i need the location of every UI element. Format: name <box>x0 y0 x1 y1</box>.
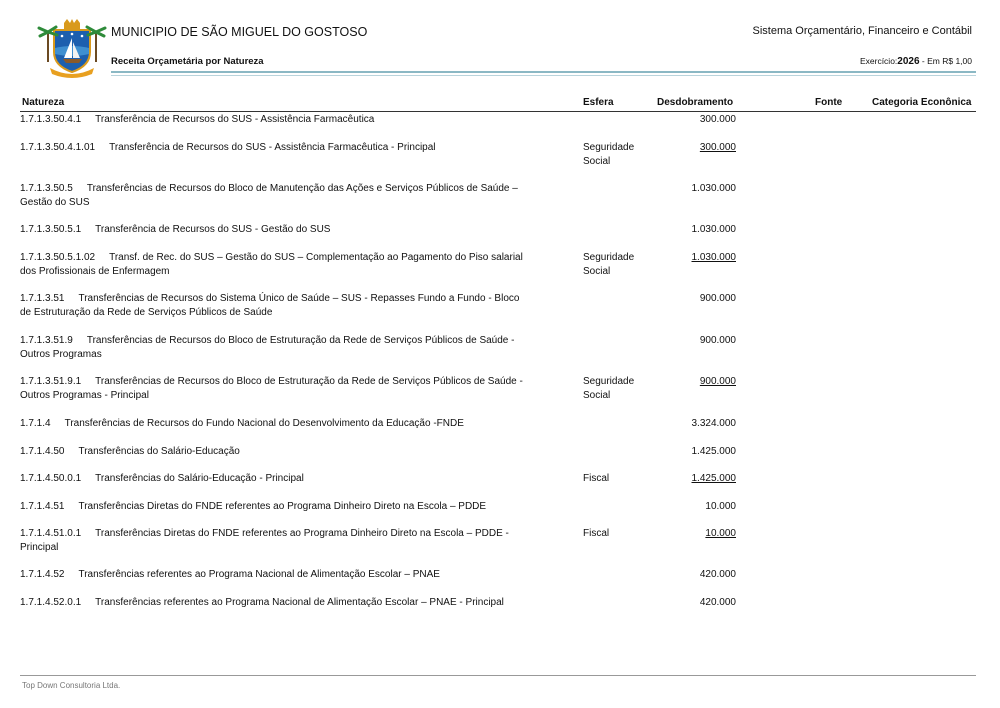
row-description: Transf. de Rec. do SUS – Gestão do SUS – Complementação ao Pagamento do Piso salarial dos Profissionais de Enfermagem <box>20 252 523 277</box>
row-description: Transferências Diretas do FNDE referentes ao Programa Dinheiro Direto na Escola – PDDE <box>78 501 487 512</box>
row-desdobramento-value <box>660 527 736 541</box>
currency-note: - Em R$ 1,00 <box>921 56 972 66</box>
row-value-text: 420.000 <box>699 569 736 580</box>
system-name: Sistema Orçamentário, Financeiro e Contábil <box>752 25 972 37</box>
table-row <box>20 445 980 459</box>
row-description: Transferência de Recursos do SUS - Assistência Farmacêutica - Principal <box>109 142 436 153</box>
municipality-name: MUNICIPIO DE SÃO MIGUEL DO GOSTOSO <box>111 25 368 39</box>
row-code: 1.7.1.3.51.9.1 <box>20 376 82 387</box>
row-value-text: 300.000 <box>699 142 736 153</box>
row-value-text: 10.000 <box>705 528 736 539</box>
row-value-text: 1.030.000 <box>691 252 736 263</box>
row-value-text: 10.000 <box>705 501 736 512</box>
row-natureza <box>20 141 530 155</box>
row-value-text: 420.000 <box>699 597 736 608</box>
row-code: 1.7.1.3.50.5 <box>20 183 73 194</box>
table-row <box>20 527 980 555</box>
row-desdobramento-value <box>660 251 736 265</box>
row-code: 1.7.1.3.51 <box>20 293 65 304</box>
exercise-label: Exercício: <box>859 56 898 66</box>
row-desdobramento-value <box>660 334 736 348</box>
column-header-categoria: Categoria Econônica <box>872 97 972 108</box>
row-description: Transferências de Recursos do Bloco de Manutenção das Ações e Serviços Públicos de Saúde – Gestão do SUS <box>20 183 518 208</box>
header-divider-secondary <box>111 75 976 76</box>
row-code: 1.7.1.3.50.5.1.02 <box>20 252 96 263</box>
row-description: Transferências de Recursos do Bloco de Estruturação da Rede de Serviços Públicos de Saúde - Outros Programas - Principal <box>20 376 523 401</box>
row-value-text: 1.425.000 <box>691 473 736 484</box>
row-value-text: 300.000 <box>699 114 736 125</box>
table-row <box>20 334 980 362</box>
row-value-text: 900.000 <box>699 376 736 387</box>
row-description: Transferências de Recursos do Sistema Único de Saúde – SUS - Repasses Fundo a Fundo - Bloco de Estruturação da Rede de Serviços Públicos de Saúde <box>20 293 520 318</box>
row-natureza <box>20 292 530 320</box>
column-header-divider <box>20 111 976 112</box>
table-row <box>20 251 980 279</box>
row-natureza <box>20 251 530 279</box>
row-desdobramento-value <box>660 292 736 306</box>
footer-divider <box>20 675 976 676</box>
row-value-text: 900.000 <box>699 293 736 304</box>
row-natureza <box>20 472 530 486</box>
exercise-info <box>860 56 972 67</box>
row-description: Transferências do Salário-Educação - Principal <box>95 473 304 484</box>
row-natureza <box>20 596 530 610</box>
municipal-coat-of-arms-icon <box>36 18 108 80</box>
row-code: 1.7.1.4.52 <box>20 569 65 580</box>
report-title: Receita Orçametária por Natureza <box>111 56 264 67</box>
row-code: 1.7.1.4.52.0.1 <box>20 597 82 608</box>
row-value-text: 1.030.000 <box>691 224 736 235</box>
row-natureza <box>20 334 530 362</box>
row-description: Transferências Diretas do FNDE referentes ao Programa Dinheiro Direto na Escola – PDDE - Principal <box>20 528 509 553</box>
row-desdobramento-value <box>660 417 736 431</box>
row-description: Transferências referentes ao Programa Nacional de Alimentação Escolar – PNAE - Principal <box>95 597 504 608</box>
table-row <box>20 375 980 403</box>
row-desdobramento-value <box>660 500 736 514</box>
column-header-natureza: Natureza <box>22 97 65 108</box>
row-code: 1.7.1.4.50 <box>20 446 65 457</box>
table-row <box>20 500 980 514</box>
row-natureza <box>20 445 530 459</box>
table-row <box>20 141 980 169</box>
row-desdobramento-value <box>660 596 736 610</box>
row-description: Transferências do Salário-Educação <box>78 446 240 457</box>
table-row <box>20 596 980 624</box>
row-code: 1.7.1.4.51.0.1 <box>20 528 82 539</box>
row-code: 1.7.1.3.50.5.1 <box>20 224 82 235</box>
row-desdobramento-value <box>660 568 736 582</box>
table-row <box>20 223 980 237</box>
row-description: Transferência de Recursos do SUS - Assistência Farmacêutica <box>95 114 375 125</box>
row-desdobramento-value <box>660 182 736 196</box>
row-natureza <box>20 527 530 555</box>
table-row <box>20 472 980 486</box>
row-description: Transferências de Recursos do Bloco de Estruturação da Rede de Serviços Públicos de Saúde - Outros Programas <box>20 335 515 360</box>
row-value-text: 1.030.000 <box>691 183 736 194</box>
row-desdobramento-value <box>660 472 736 486</box>
row-code: 1.7.1.3.51.9 <box>20 335 73 346</box>
row-code: 1.7.1.3.50.4.1 <box>20 114 82 125</box>
row-code: 1.7.1.4.51 <box>20 501 65 512</box>
row-desdobramento-value <box>660 445 736 459</box>
row-desdobramento-value <box>660 113 736 127</box>
row-description: Transferências de Recursos do Fundo Nacional do Desenvolvimento da Educação -FNDE <box>64 418 464 429</box>
row-description: Transferências referentes ao Programa Nacional de Alimentação Escolar – PNAE <box>78 569 440 580</box>
table-row <box>20 568 980 582</box>
table-row <box>20 417 980 431</box>
row-desdobramento-value <box>660 223 736 237</box>
table-row <box>20 182 980 210</box>
row-esfera: Fiscal <box>583 473 610 484</box>
row-esfera: Fiscal <box>583 528 610 539</box>
row-natureza <box>20 375 530 403</box>
row-natureza <box>20 568 530 582</box>
row-natureza <box>20 417 530 431</box>
row-natureza <box>20 223 530 237</box>
column-header-desdobramento: Desdobramento <box>657 97 734 108</box>
row-code: 1.7.1.3.50.4.1.01 <box>20 142 96 153</box>
row-value-text: 3.324.000 <box>691 418 736 429</box>
header-divider <box>111 71 976 73</box>
row-esfera: Seguridade Social <box>583 376 635 401</box>
row-natureza <box>20 500 530 514</box>
row-natureza <box>20 182 530 210</box>
row-value-text: 1.425.000 <box>691 446 736 457</box>
column-header-esfera: Esfera <box>583 97 614 108</box>
table-row <box>20 113 980 127</box>
row-code: 1.7.1.4.50.0.1 <box>20 473 82 484</box>
row-esfera: Seguridade Social <box>583 142 635 167</box>
column-header-fonte: Fonte <box>815 97 843 108</box>
row-esfera: Seguridade Social <box>583 252 635 277</box>
footer-company: Top Down Consultoria Ltda. <box>22 681 121 690</box>
row-desdobramento-value <box>660 141 736 155</box>
row-value-text: 900.000 <box>699 335 736 346</box>
row-code: 1.7.1.4 <box>20 418 51 429</box>
row-description: Transferência de Recursos do SUS - Gestão do SUS <box>95 224 331 235</box>
table-row <box>20 292 980 320</box>
row-desdobramento-value <box>660 375 736 389</box>
exercise-year: 2026 <box>897 56 920 67</box>
row-natureza <box>20 113 530 127</box>
